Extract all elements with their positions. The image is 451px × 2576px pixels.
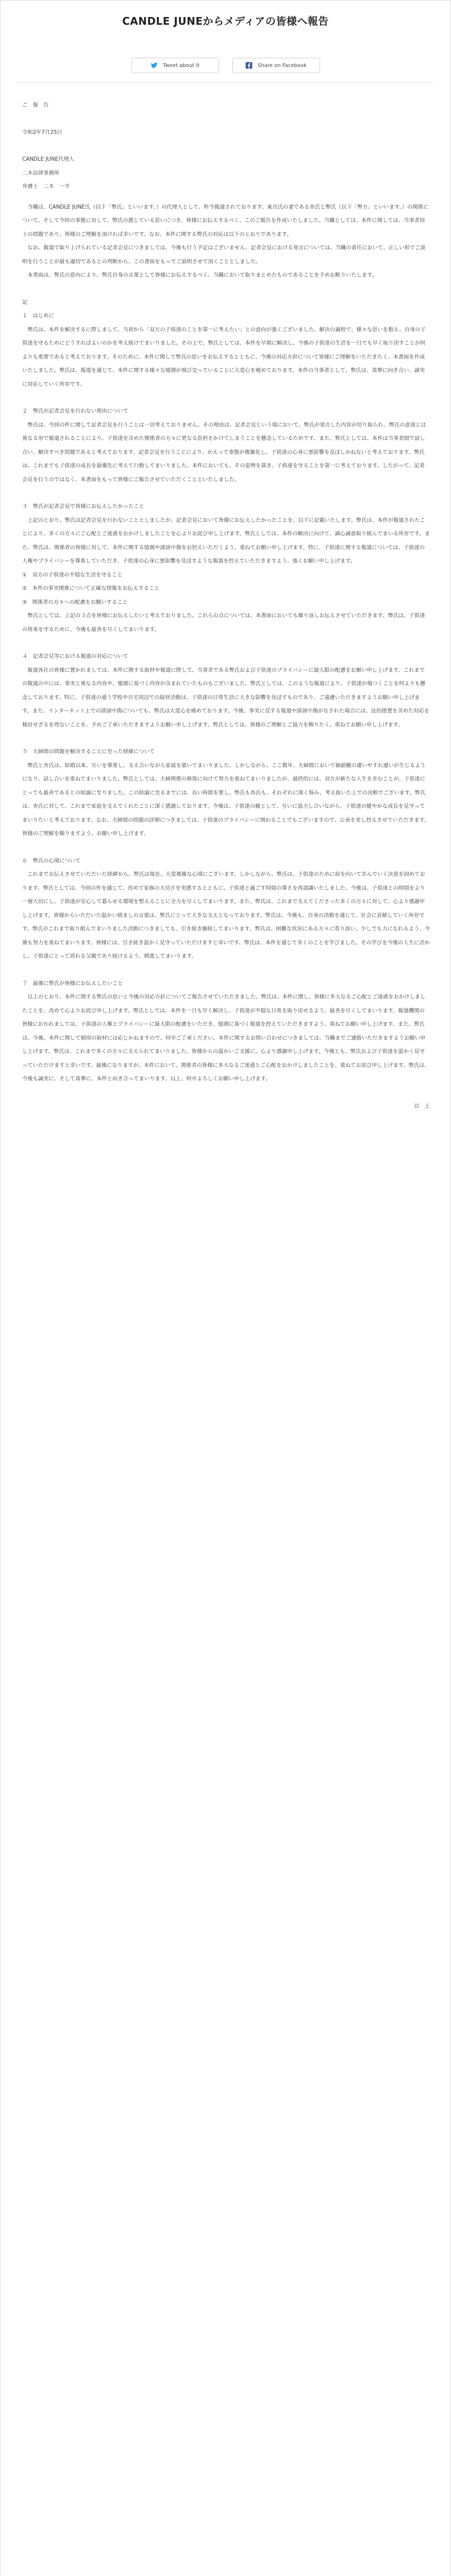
section-list-item: ① 双方の子供達の平穏な生活を守ること [22,571,123,578]
twitter-icon [151,62,158,69]
section-body: 弊氏と杏氏は、結婚以来、互いを尊重し、支え合いながら家庭を築いてまいりました。しかしながら、ここ数年、夫婦間において価値観の違いやすれ違いが生じるようになり、話し合いを重ねてまいりました。弊氏としては、夫婦関係の修復に向けて努力を重ねてまいりましたが、最終的には、双方が新たな人生を歩むことが、子供達にとっても最善であるとの結論に至りました。この結論に至るまでには、長い時間を要し、弊氏も杏氏も、それぞれに深く悩み、考え抜いた上での決断でございます。弊氏は、杏氏に対して、これまで家庭を支えてくれたことに深く感謝しております。今後は、子供達の親として、互いに協力し合いながら、子供達の健やかな成長を見守ってまいりたいと考えております。なお、夫婦間の問題の詳細につきましては、子供達のプライバシーに関わることでもございますので、公表を差し控えさせていただきます。皆様のご理解を賜りますよう、お願い申し上げます。 [22,762,430,837]
section-heading: ４ 記者会見等における報道の対応について [22,653,128,659]
intro-paragraph: 当職は、CANDLE JUNE氏（以下「弊氏」といいます。）の代理人として、昨今報道されております、東出氏の妻である杏氏と弊氏（以下「弊方」といいます。）の関係について、そして今回の事態に対して、弊氏の感じている思いにつき、皆様にお伝えするべく、このご報告を作成いたしました。当職としては、本件に関しては、当事者同士の問題であり、皆様のご理解を頂ければ幸いです。なお、本件に関する弊氏の対応は以下のとおりであります。 [22,204,429,238]
section-heading: ７ 最後に弊氏が皆様にお伝えしたいこと [22,980,123,987]
tweet-button[interactable] [131,58,219,73]
section-list-item: ② 本件の事実関係について正確な情報をお伝えすること [22,585,160,591]
section-heading: ５ 夫婦間の問題を解決することに至った経緯について [22,749,155,755]
section-body: 報道各社の皆様に置かれましては、本件に関する取材や報道に際して、当事者である弊氏および子供達のプライバシーに最大限の配慮をお願い申し上げます。これまでの報道の中には、事実と異なる内容や、憶測に基づく内容が含まれていたものもございました。弊氏としては、このような報道により、子供達が傷つくことを何よりも懸念しております。特に、子供達の通う学校や自宅周辺での取材活動は、子供達の日常生活に大きな影響を及ぼすものであり、ご遠慮いただきますようお願い申し上げます。また、インターネット上での誹謗中傷についても、弊氏は大変心を痛めております。今後、事実に反する報道や誹謗中傷がなされた場合には、法的措置を含めた対応を検討せざるを得ないことを、予めご了承いただきますようお願い申し上げます。弊氏としては、皆様のご理解とご協力を賜りたく、重ねてお願い申し上げます。 [22,667,430,728]
facebook-label: Share on Facebook [258,62,307,69]
section-body: これまでお伝えさせていただいた経緯から、弊氏は現在、大変複雑な心境にございます。しかしながら、弊氏は、子供達のために前を向いて歩んでいく決意を固めております。弊氏としては、今回の件を通じて、改めて家族の大切さを実感するとともに、子供達と過ごす時間の尊さを再認識いたしました。今後は、子供達との時間をより一層大切にし、子供達が安心して暮らせる環境を整えることに全力を尽くしてまいります。また、弊氏は、これまで支えてくださった多くの方々に対して、心より感謝申し上げます。皆様からいただいた温かい励ましの言葉は、弊氏にとって大きな支えとなっております。弊氏は、今後も、自身の活動を通じて、社会に貢献していく所存です。弊氏がこれまで取り組んでまいりました活動につきましても、引き続き継続してまいります。弊氏は、困難な状況にある方々に寄り添い、少しでも力になれるよう、今後も努力を重ねてまいります。皆様には、引き続き温かく見守っていただけますと幸いです。弊氏は、本件を通じて多くのことを学びました。その学びを今後の人生に活かし、子供達にとって誇れる父親であり続けるよう、精進してまいります。 [22,871,430,959]
section-body: 弊氏は、本件を解決するに際しまして、当初から「双方の子供達のことを第一に考えたい」との意向が強くございました。解決の過程で、様々な思いを抱え、自身の子供達を守るためにどうすればよいのかを考え続けてまいりました。その上で、弊氏としては、本件を早期に解決し、今後の子供達の生活を一日でも早く取り戻すことが何よりも重要であると考えております。そのために、本件に関して弊氏の思いをお伝えするとともに、今後の対応方針について皆様にご理解をいただきたく、本書面を作成いたしました。弊氏は、報道を通じて、本件に関する様々な憶測が飛び交っていることに大変心を痛めております。本件の当事者として、弊氏は、真摯に向き合い、誠実に対応していく所存です。 [22,326,426,387]
section-body: 以上のとおり、本件に関する弊氏の思いと今後の対応方針についてご報告させていただきました。弊氏は、本件に関し、皆様に多大なるご心配とご迷惑をおかけしましたことを、改めて心よりお詫び申し上げます。弊氏としては、本件を一日も早く解決し、子供達が平穏な日常を取り戻せるよう、最善を尽くしてまいります。報道機関の皆様におかれましては、子供達の人権とプライバシーに最大限の配慮をいただき、憶測に基づく報道を控えていただきますよう、重ねてお願い申し上げます。また、弊氏は、今後、本件に関して個別の取材には応じかねますので、何卒ご了承ください。本件に関するお問い合わせにつきましては、当職までご連絡いただきますようお願い申し上げます。弊氏は、これまで多くの方々に支えられてまいりました。皆様からの温かいご支援に、心より感謝申し上げます。今後とも、弊氏および子供達を温かく見守っていただけますと幸いです。最後になりますが、本件において、関係者の皆様に多大なるご迷惑とご心配をおかけしましたことを、重ねてお詫び申し上げます。弊氏は、今後も誠実に、そして真摯に、本件と向き合ってまいります。以上、何卒よろしくお願い申し上げます。 [22,994,430,1082]
tweet-label: Tweet about it [163,62,199,69]
section-body: 弊氏としては、上記の３点を皆様にお伝えしたいと考えておりました。これらの点については、本書面においても繰り返しお伝えさせていただきます。弊氏は、子供達の将来を守るために、今後も最善を尽くしてまいります。 [22,613,425,633]
closing-mark: 以 上 [414,1103,430,1109]
facebook-icon [245,62,253,69]
letter-body [1,83,450,1113]
section-heading: ３ 弊氏が記者会見で皆様にお伝えしたかったこと [22,503,144,510]
section-heading: ６ 弊氏の心境について [22,857,81,864]
intro-paragraph: 本書面は、弊氏の意向により、弊氏自身の言葉として皆様にお伝えするべく、当職において取りまとめたものであることを予めお断りいたします。 [27,272,377,278]
section-heading: １ はじめに [22,313,54,319]
section-heading: ２ 弊氏が記者会見を行わない理由について [22,408,128,414]
section-body: 上記のとおり、弊氏は記者会見を行わないこととしましたが、記者会見において皆様にお伝えしたかったことを、以下に記載いたします。弊氏は、本件が報道されたことにより、多くの方々にご心配とご迷惑をおかけしましたことを心よりお詫び申し上げます。弊氏としては、本件の解決に向けて、誠心誠意取り組んでまいる所存です。また、弊氏は、関係者の皆様に対して、本件に関する憶測や誹謗中傷をお控えいただくよう、重ねてお願い申し上げます。特に、子供達に関する報道については、子供達の人権やプライバシーを尊重していただき、子供達の心身に悪影響を及ぼすような報道を控えていただきますよう、強くお願い申し上げます。 [22,517,430,564]
ki-marker: 記 [22,299,28,306]
page-title: CANDLE JUNEからメディアの皆様へ報告 [122,15,329,27]
letter-heading: ご 報 告 [22,102,49,108]
section-list-item: ③ 関係者の方々への配慮をお願いすること [22,599,128,605]
letter-date: 令和2年7月25日 [22,129,62,135]
intro-paragraph: なお、報道で取り上げられている記者会見につきましては、今後も行う予定はございません。記者会見における発言については、当職の責任において、正しい形でご説明を行うことが最も適切であるとの判断から、この書面をもってご説明させて頂くこととしました。 [22,245,426,265]
letter-addressee: CANDLE JUNE代理人 二木法律事務所 弁護士 二木 一平 [22,156,75,190]
share-bar [1,58,450,73]
section-body: 弊氏は、今回の件に関して記者会見を行うことは一切考えておりません。その理由は、記者会見という場において、弊氏が発言した内容が切り取られ、弊氏の意図とは異なる形で報道されることにより、子供達を含めた関係者の方々に更なる負担をかけてしまうことを懸念しているためです。また、弊氏としては、本件は当事者間で話し合い、解決すべき問題であると考えております。記者会見を行うことにより、かえって事態が複雑化し、子供達の心身に悪影響を及ぼしかねないと考えております。弊氏は、これまでも子供達の成長を最優先に考えて行動してまいりました。本件においても、その姿勢を貫き、子供達を守ることを第一に考えております。したがって、記者会見を行うのではなく、本書面をもって皆様にご報告させていただくことといたしました。 [22,421,426,483]
facebook-share-button[interactable] [232,58,320,73]
